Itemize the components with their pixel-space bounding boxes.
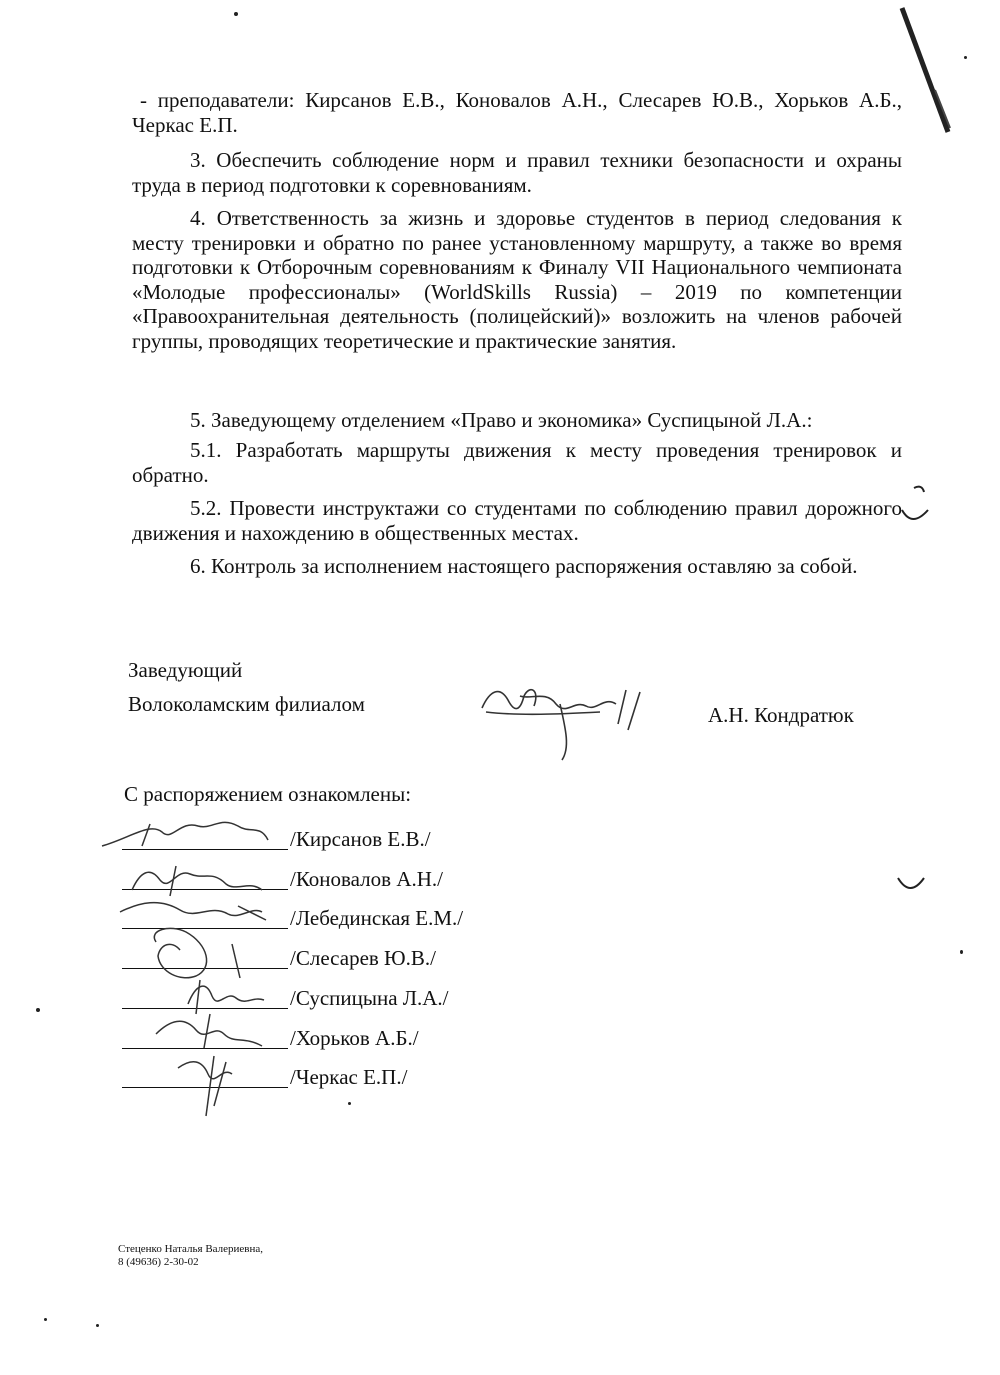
- scan-speck: [960, 950, 963, 954]
- ack-name: /Кирсанов Е.В./: [290, 827, 431, 851]
- ack-row: [122, 945, 542, 973]
- signatory-name: А.Н. Кондратюк: [708, 703, 854, 727]
- ack-row: [122, 905, 542, 933]
- punch-hole-mark: [902, 510, 928, 519]
- paragraph-teachers: - преподаватели: Кирсанов Е.В., Коновалов А.Н., Слесарев Ю.В., Хорьков А.Б., Черкас Е.П.: [132, 88, 902, 137]
- ack-row: [122, 826, 542, 854]
- footer-author: Стеценко Наталья Валериевна,: [118, 1243, 264, 1255]
- scan-speck: [964, 56, 967, 59]
- position-line-1: Заведующий: [128, 658, 243, 682]
- paragraph-item-5: 5. Заведующему отделением «Право и экономика» Суспицыной Л.А.:: [190, 408, 813, 432]
- director-signature: [482, 690, 640, 760]
- footer-author-info: [118, 1243, 263, 1269]
- signatory-position: [128, 658, 365, 717]
- ack-row: [122, 985, 542, 1013]
- signature-line: [122, 889, 288, 890]
- paragraph-item-6: 6. Контроль за исполнением настоящего распоряжения оставляю за собой.: [190, 554, 858, 578]
- signature-line: [122, 928, 288, 929]
- scan-speck: [234, 12, 238, 16]
- paragraph-item-5-1: 5.1. Разработать маршруты движения к месту проведения тренировок и обратно.: [132, 438, 902, 487]
- footer-phone: 8 (49636) 2-30-02: [118, 1256, 199, 1268]
- paragraph-item-3: 3. Обеспечить соблюдение норм и правил техники безопасности и охраны труда в период подготовки к соревнованиям.: [132, 148, 902, 197]
- ack-row: [122, 866, 542, 894]
- signature-line: [122, 1008, 288, 1009]
- position-line-2: Волоколамским филиалом: [128, 692, 365, 716]
- ack-name: /Лебединская Е.М./: [290, 906, 464, 930]
- signature-line: [122, 968, 288, 969]
- scan-speck: [348, 1102, 351, 1105]
- signature-line: [122, 849, 288, 850]
- paragraph-item-5-2: 5.2. Провести инструктажи со студентами по соблюдению правил дорожного движения и нахождению в общественных местах.: [132, 496, 902, 545]
- signature-line: [122, 1048, 288, 1049]
- ack-row: [122, 1064, 542, 1092]
- ack-name: /Суспицына Л.А./: [290, 986, 449, 1010]
- acknowledgement-title: С распоряжением ознакомлены:: [124, 782, 412, 806]
- paragraph-item-4: 4. Ответственность за жизнь и здоровье студентов в период следования к месту тренировки и обратно по ранее установленному маршруту, а также во время подготовки к Отборочным соревнованиям к Финалу VII Национального чемпионата «Молодые профессионалы» (WorldSkills Russia) – 2019 по компетенции «Правоохранительная деятельность (полицейский)» возложить на членов рабочей группы, проводящих теоретические и практические занятия.: [132, 206, 902, 353]
- punch-hole-mark: [898, 878, 924, 888]
- ack-name: /Коновалов А.Н./: [290, 867, 443, 891]
- ack-name: /Черкас Е.П./: [290, 1065, 408, 1089]
- scan-edge-streak: [902, 8, 948, 132]
- scan-speck: [44, 1318, 47, 1321]
- signature-line: [122, 1087, 288, 1088]
- ack-name: /Хорьков А.Б./: [290, 1026, 419, 1050]
- scan-speck: [96, 1324, 99, 1327]
- ack-row: [122, 1025, 542, 1053]
- ack-name: /Слесарев Ю.В./: [290, 946, 436, 970]
- scan-speck: [36, 1008, 40, 1012]
